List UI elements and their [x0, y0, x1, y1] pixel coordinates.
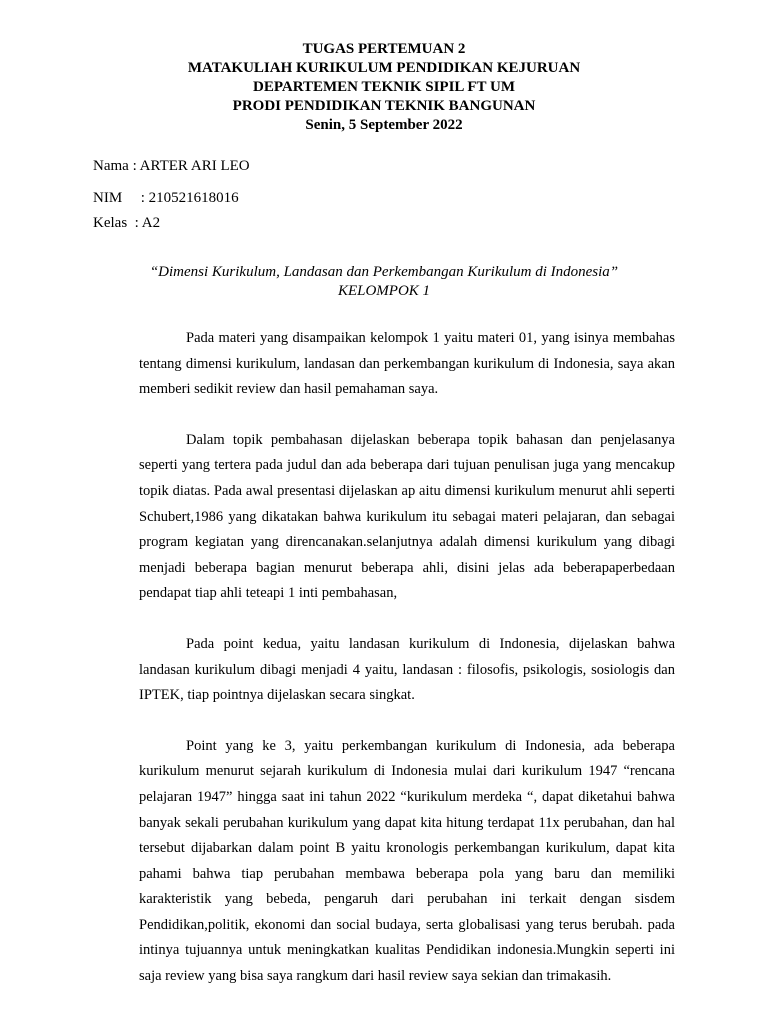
body-paragraph-4: Point yang ke 3, yaitu perkembangan kurikulum di Indonesia, ada beberapa kurikulum menurut sejarah kurikulum di Indonesia mulai dari kurikulum 1947 “rencana pelajaran 1947” hingga saat ini tahun 2022 “kurikulum merdeka “, dapat diketahui bahwa banyak sekali perubahan kurikulum yang dapat kita hitung terdapat 11x perubahan, dan hal tersebut dijabarkan dalam point B yaitu kronologis perkembangan kurikulum, dapat kita pahami bahwa tiap perubahan membawa beberapa pola yang baru dan memiliki karakteristik yang bebeda, pengaruh dari perubahan ini terkait dengan sisdem Pendidikan,politik, ekonomi dan social budaya, serta globalisasi yang terus berubah. pada intinya tujuannya untuk meningkatkan kualitas Pendidikan indonesia.Mungkin seperti ini saja review yang bisa saya rangkum dari hasil review saya sekian dan trimakasih.	[139, 737, 675, 985]
nama-value: : ARTER ARI LEO	[132, 158, 250, 174]
identity-nama	[93, 157, 250, 176]
nim-label: NIM	[93, 190, 123, 206]
header-course: MATAKULIAH KURIKULUM PENDIDIKAN KEJURUAN	[187, 60, 581, 76]
body-paragraph-2: Dalam topik pembahasan dijelaskan beberapa topik bahasan dan penjelasanya seperti yang tertera pada judul dan ada beberapa dari tujuan penulisan juga yang mencakup topik diatas. Pada awal presentasi dijelaskan ap aitu dimensi kurikulum menurut ahli seperti Schubert,1986 yang dikatakan bahwa kurikulum itu sebagai materi pelajaran, dan sebagai program kegiatan yang direncanakan.selanjutnya adalah dimensi kurikulum yang dibagi menjadi beberapa bagian menurut beberapa ahli, disini jelas ada beberapaperbedaan pendapat tiap ahli teteapi 1 inti pembahasan,	[139, 431, 675, 602]
title-main: “Dimensi Kurikulum, Landasan dan Perkembangan Kurikulum di Indonesia”	[149, 264, 619, 280]
header-assignment: TUGAS PERTEMUAN 2	[302, 41, 466, 57]
nim-value: : 210521618016	[140, 190, 239, 206]
header-program: PRODI PENDIDIKAN TEKNIK BANGUNAN	[232, 98, 536, 114]
document-title	[0, 263, 768, 301]
header-department: DEPARTEMEN TEKNIK SIPIL FT UM	[252, 79, 516, 95]
document-header	[0, 40, 768, 135]
body-paragraph-3: Pada point kedua, yaitu landasan kurikulum di Indonesia, dijelaskan bahwa landasan kurikulum dibagi menjadi 4 yaitu, landasan : filosofis, psikologis, sosiologis dan IPTEK, tiap pointnya dijelaskan secara singkat.	[139, 635, 675, 704]
identity-nim	[93, 189, 239, 208]
identity-kelas	[93, 214, 160, 233]
nama-label: Nama	[93, 158, 129, 174]
title-group: KELOMPOK 1	[337, 283, 431, 299]
body-paragraph-1: Pada materi yang disampaikan kelompok 1 yaitu materi 01, yang isinya membahas tentang dimensi kurikulum, landasan dan perkembangan kurikulum di Indonesia, saya akan memberi sedikit review dan hasil pemahaman saya.	[139, 330, 675, 398]
document-body	[139, 326, 675, 1015]
header-date: Senin, 5 September 2022	[305, 117, 463, 133]
kelas-label: Kelas	[93, 215, 128, 231]
kelas-value: : A2	[134, 215, 161, 231]
